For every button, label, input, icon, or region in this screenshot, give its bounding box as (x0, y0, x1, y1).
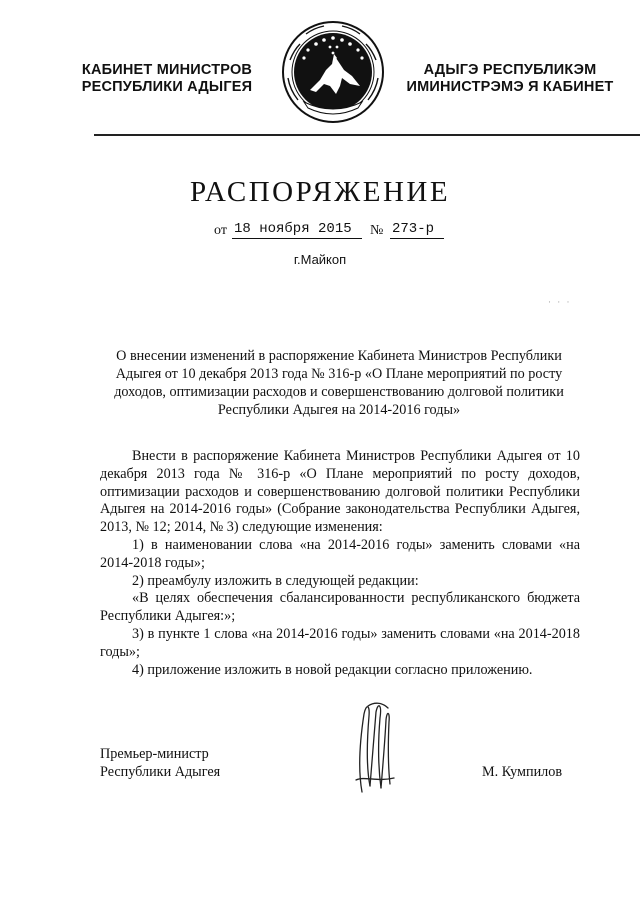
scan-dots: · · · (548, 297, 572, 307)
signatory-name: М. Кумпилов (482, 764, 563, 780)
number-prefix: № (370, 223, 384, 238)
document-subject: О внесении изменений в распоряжение Кабинета Министров Республики Адыгея от 10 декабря 2013 года № 316-р «О Плане мероприятий по росту доходов, оптимизации расходов и совершенствованию долговой политики Республики Адыгея на 2014-2016 годы» (114, 348, 564, 418)
body-paragraph: 4) приложение изложить в новой редакции согласно приложению. (132, 661, 533, 678)
header-right-line-1: АДЫГЭ РЕСПУБЛИКЭМ (423, 62, 597, 78)
body-paragraph: 3) в пункте 1 слова «на 2014-2016 годы» заменить словами «на 2014-2018 годы»; (100, 625, 580, 660)
document-title: РАСПОРЯЖЕНИЕ (189, 176, 451, 208)
header-right (390, 62, 630, 96)
body-paragraph: 2) преамбулу изложить в следующей редакции: (132, 572, 419, 589)
header-left-line-1: КАБИНЕТ МИНИСТРОВ (81, 62, 253, 78)
header-left (62, 62, 272, 96)
header-left-line-2: РЕСПУБЛИКИ АДЫГЕЯ (81, 79, 253, 95)
city: г.Майкоп (293, 252, 347, 267)
signatory-role-line-1: Премьер-министр (100, 746, 209, 762)
header-divider (94, 134, 640, 136)
document-body (100, 448, 580, 679)
adygea-coat-of-arms-icon (280, 20, 386, 124)
body-paragraph: «В целях обеспечения сбалансированности республиканского бюджета Республики Адыгея:»; (100, 590, 580, 625)
signatory-role-line-2: Республики Адыгея (100, 764, 221, 780)
header-right-line-2: ИМИНИСТРЭМЭ Я КАБИНЕТ (406, 79, 614, 95)
date-prefix: от (214, 223, 227, 238)
handwritten-signature-icon (348, 700, 398, 798)
signatory-role (100, 745, 220, 781)
document-date: 18 ноября 2015 (232, 221, 362, 239)
body-paragraph: 1) в наименовании слова «на 2014-2016 годы» заменить словами «на 2014-2018 годы»; (100, 536, 580, 571)
document-number: 273-р (390, 221, 444, 239)
body-paragraph: Внести в распоряжение Кабинета Министров Республики Адыгея от 10 декабря 2013 года № 316-р «О Плане мероприятий по росту доходов, оптимизации расходов и совершенствованию долговой политики Республики Адыгея на 2014-2016 годы» (Собрание законодательства Республики Адыгея, 2013, № 12; 2014, № 3) следующие изменения: (100, 448, 580, 536)
